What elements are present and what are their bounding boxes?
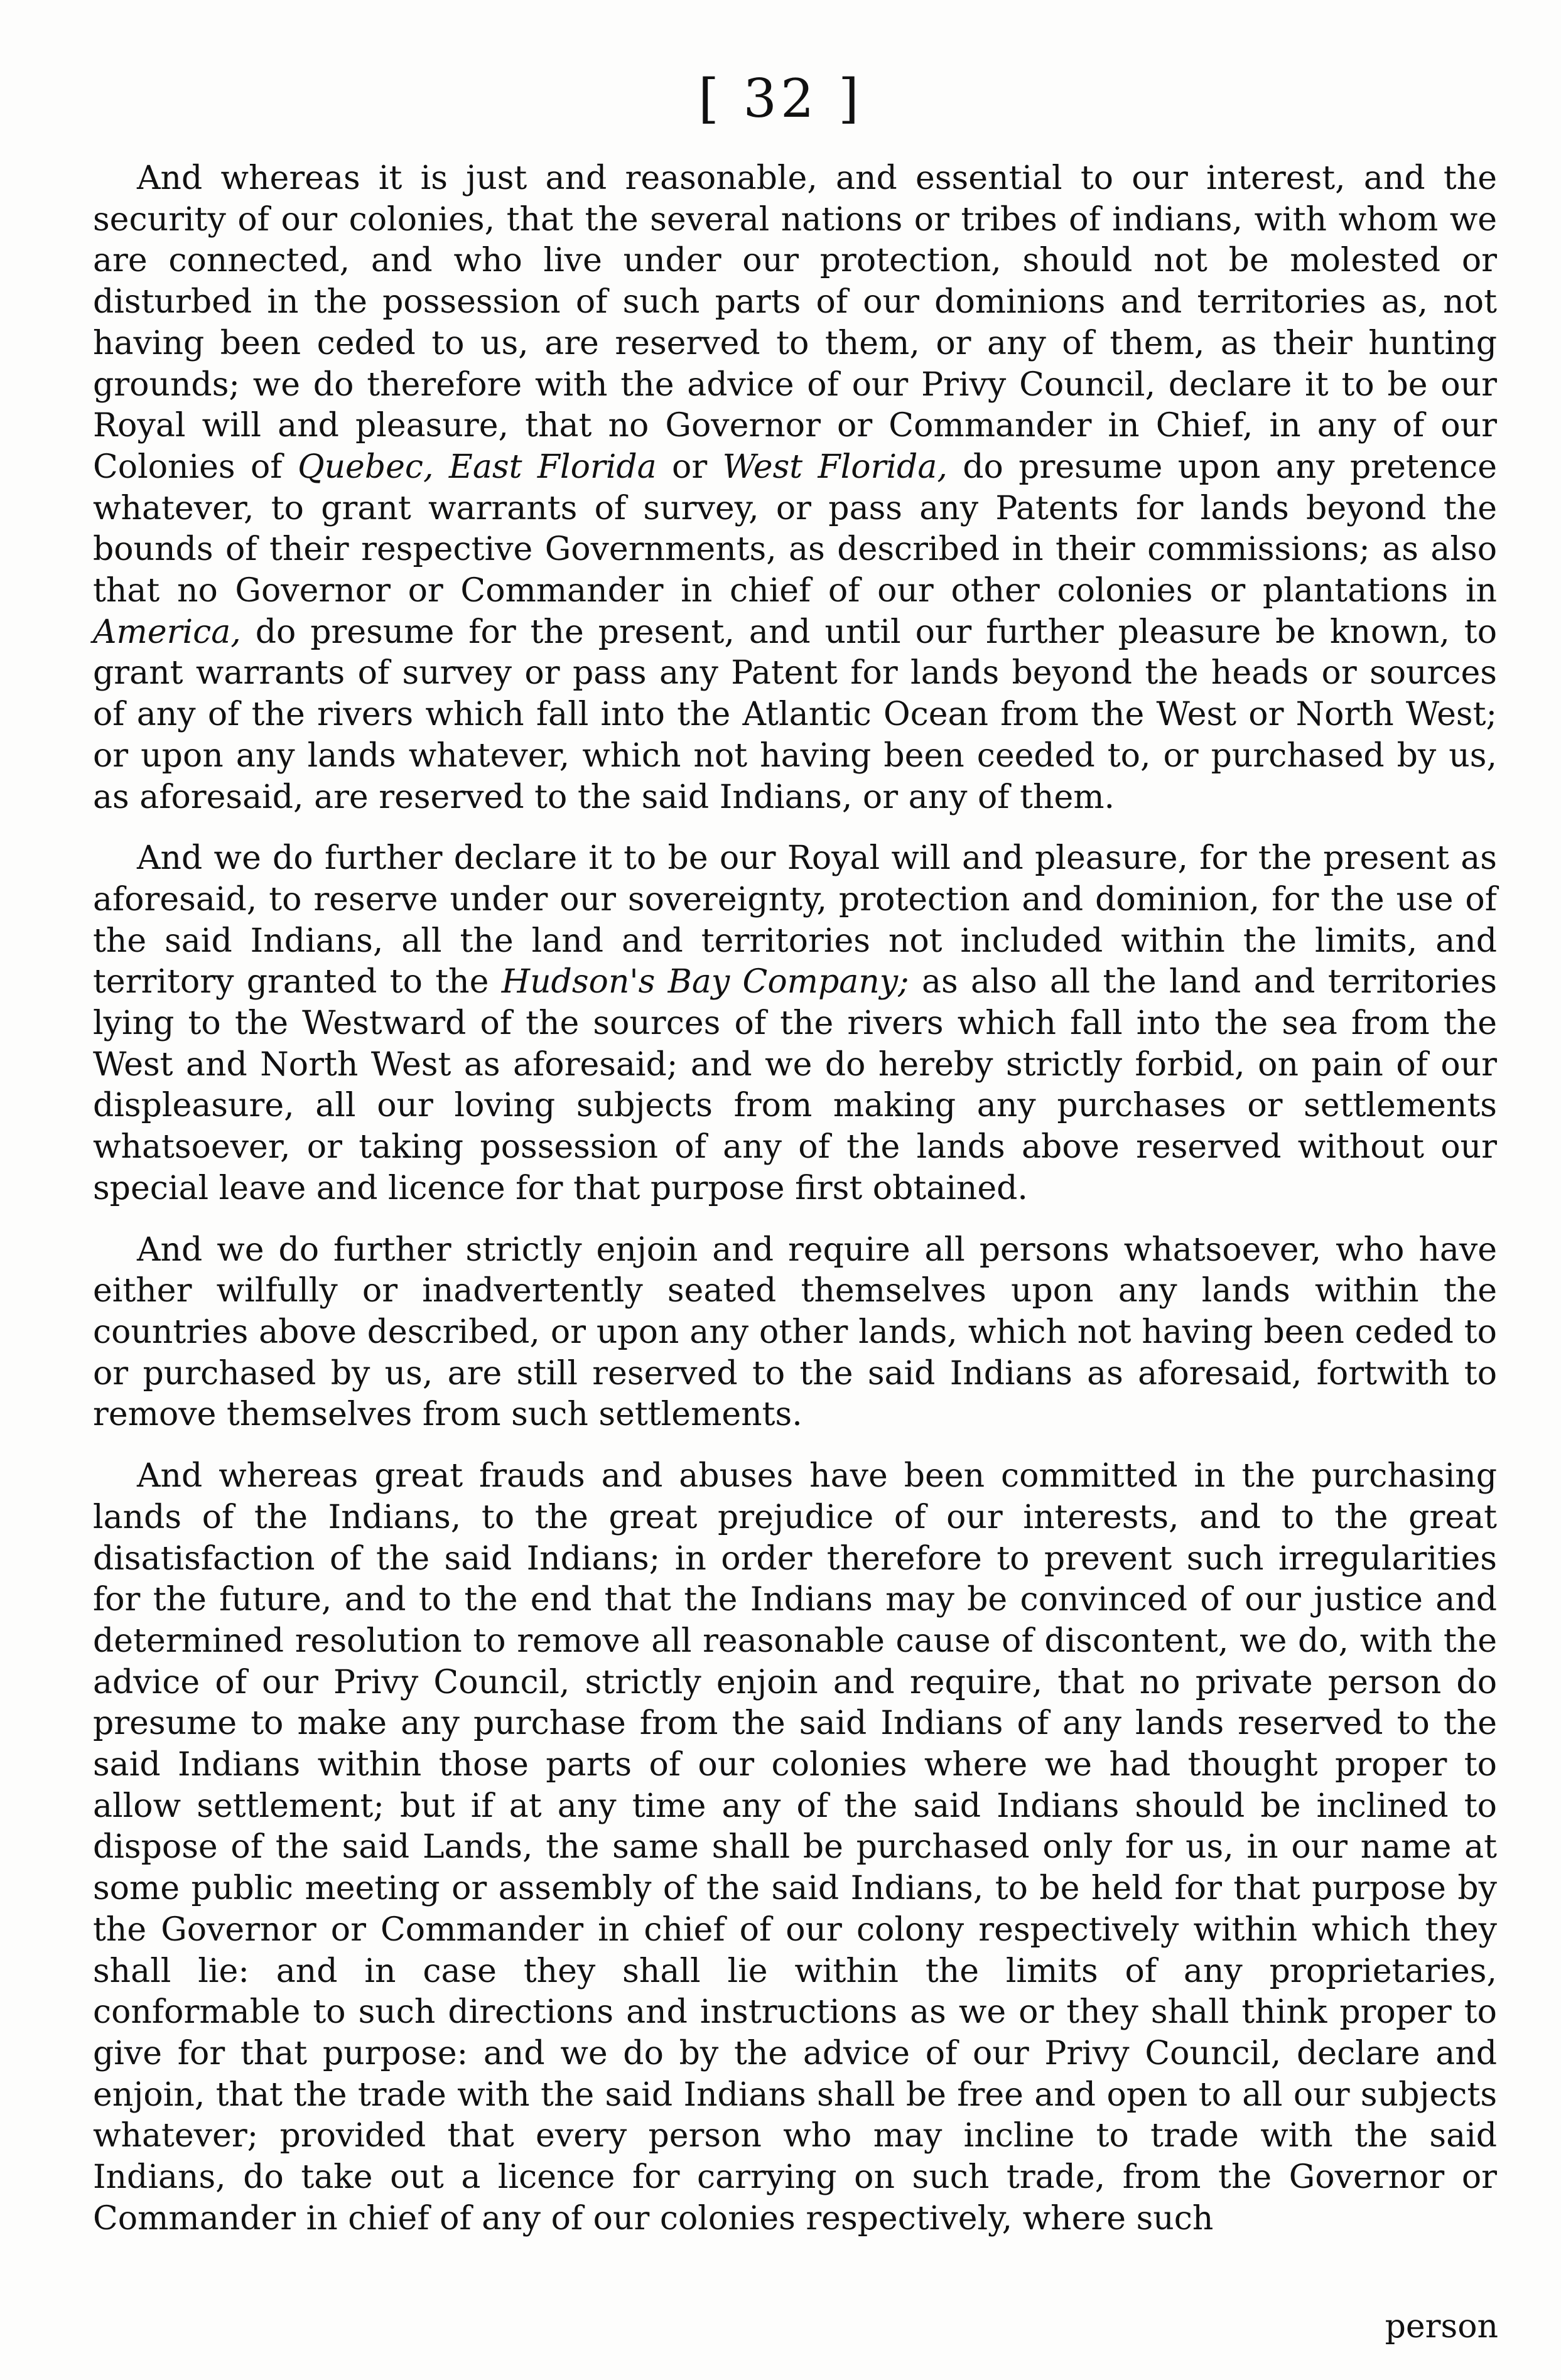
page-number: [ 32 ] bbox=[698, 68, 863, 129]
paragraph-text: And whereas great frauds and abuses have been committed in the purchasing lands of the Indians, to the great prejudice of our interests, and to the great disatisfaction of the said Indians; in order therefore to prevent such irregularities for the future, and to the end that the Indians may be convinced of our justice and determined resolution to remove all reasonable cause of discontent, we do, with the advice of our Privy Council, strictly enjoin and require, that no private person do presume to make any purchase from the said Indians of any lands reserved to the said Indians within those parts of our colonies where we had thought proper to allow settlement; but if at any time any of the said Indians should be inclined to dispose of the said Lands, the same shall be purchased only for us, in our name at some public meeting or assembly of the said Indians, to be held for that purpose by the Governor or Commander in chief of our colony respectively within which they shall lie: and in case they shall lie within the limits of any proprietaries, conformable to such directions and instructions as we or they shall think proper to give for that purpose: and we do by the advice of our Privy Council, declare and enjoin, that the trade with the said Indians shall be free and open to all our subjects whatever; provided that every person who may incline to trade with the said Indians, do take out a licence for carrying on such trade, from the Governor or Commander in chief of any of our colonies respectively, where such bbox=[93, 1457, 1497, 2237]
place-name-italic: West Florida, bbox=[722, 448, 948, 486]
paragraph-text: And we do further strictly enjoin and require all persons whatsoever, who have either wilfully or inadvertently seated themselves upon any lands within the countries above described, or upon any other lands, which not having been ceded to or purchased by us, are still reserved to the said Indians as aforesaid, fortwith to remove themselves from such settlements. bbox=[93, 1230, 1497, 1434]
paragraph-text: And we do further declare it to be our Royal will and pleasure, for the present as aforesaid, to reserve under our sovereignty, protection and dominion, for the use of the said Indians, all the land and territories not included within the limits, and territory granted to the bbox=[93, 839, 1497, 1001]
place-name-italic: Quebec, East Florida bbox=[297, 448, 657, 486]
catchword: person bbox=[1385, 2308, 1498, 2345]
paragraph bbox=[93, 1230, 1497, 1436]
paragraph-text: or bbox=[656, 448, 723, 486]
place-name-italic: America, bbox=[93, 613, 241, 651]
paragraph bbox=[93, 158, 1497, 818]
body-text bbox=[93, 158, 1497, 2239]
paragraph-text: as also all the land and territories lying to the Westward of the sources of the rivers which fall into the sea from the West and North West as aforesaid; and we do hereby strictly forbid, on pain of our displeasure, all our loving subjects from making any purchases or settlements whatsoever, or taking possession of any of the lands above reserved without our special leave and licence for that purpose first obtained. bbox=[93, 963, 1498, 1207]
paragraph bbox=[93, 1456, 1497, 2239]
company-name-italic: Hudson's Bay Company; bbox=[501, 963, 909, 1001]
paragraph-text: do presume upon any pretence whatever, to grant warrants of survey, or pass any Patents for lands beyond the bounds of their respective Governments, as described in their commissions; as also that no Governor or Commander in chief of our other colonies or plantations in bbox=[93, 448, 1497, 610]
paragraph-text: do presume for the present, and until our further pleasure be known, to grant warrants of survey or pass any Patent for lands beyond the heads or sources of any of the rivers which fall into the Atlantic Ocean from the West or North West; or upon any lands whatever, which not having been ceeded to, or purchased by us, as aforesaid, are reserved to the said Indians, or any of them. bbox=[93, 613, 1497, 816]
paragraph bbox=[93, 838, 1497, 1209]
paragraph-text: And whereas it is just and reasonable, and essential to our interest, and the security of our colonies, that the several nations or tribes of indians, with whom we are connected, and who live under our protection, should not be molested or disturbed in the possession of such parts of our dominions and territories as, not having been ceded to us, are reserved to them, or any of them, as their hunting grounds; we do therefore with the advice of our Privy Council, declare it to be our Royal will and pleasure, that no Governor or Commander in Chief, in any of our Colonies of bbox=[93, 159, 1497, 486]
